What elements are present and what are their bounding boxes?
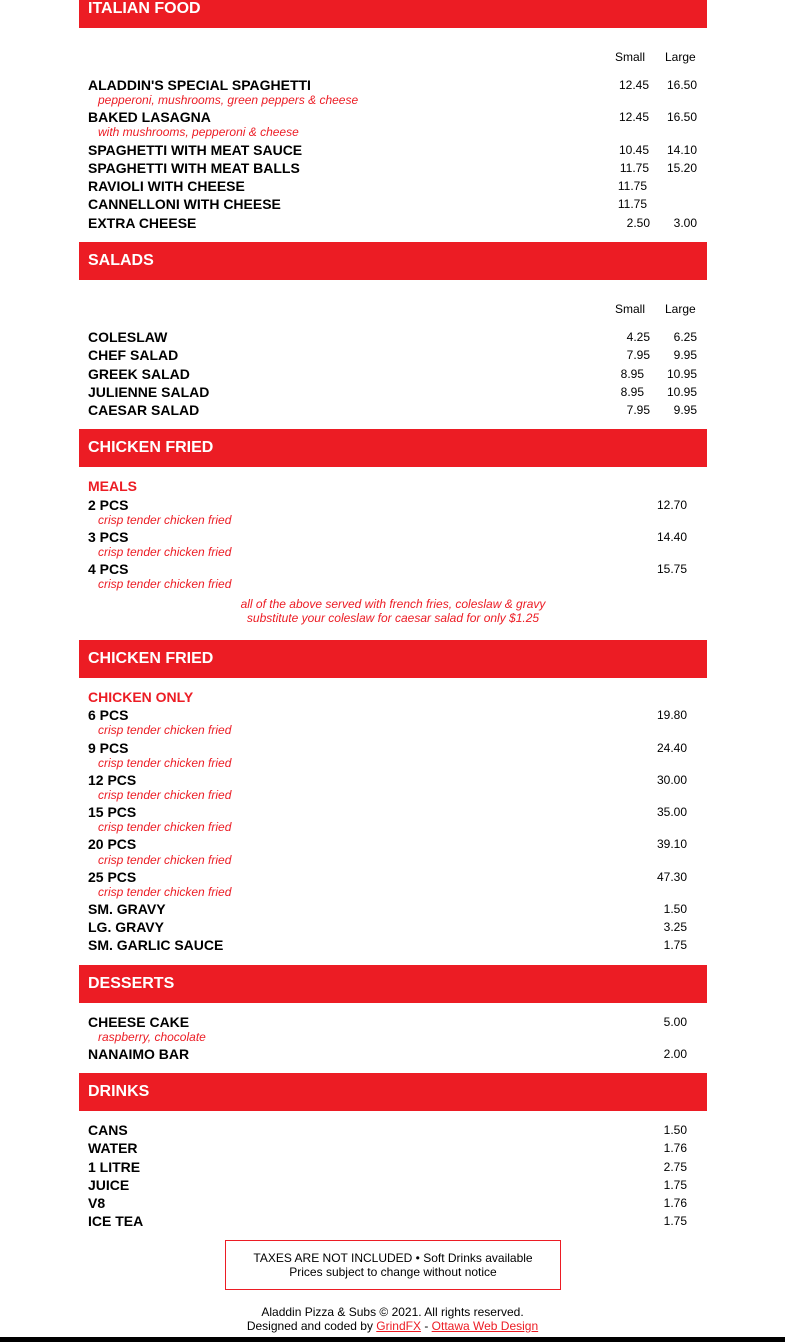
meals-substitute-note: substitute your coleslaw for caesar salad for only $1.25: [246, 611, 540, 625]
menu-item: [88, 496, 707, 527]
item-name: BAKED LASAGNA: [88, 109, 211, 125]
price: 1.75: [663, 938, 687, 952]
menu-item: [88, 1045, 707, 1063]
item-name: NANAIMO BAR: [88, 1046, 190, 1062]
price-large: 15.20: [666, 161, 697, 175]
price-large: 10.95: [666, 385, 697, 399]
price: 3.25: [663, 920, 687, 934]
menu-item: [88, 1194, 707, 1212]
col-small-label: Small: [615, 302, 646, 316]
price-small: 11.75: [619, 161, 649, 175]
menu-item: [88, 1176, 707, 1194]
section-title: SALADS: [88, 252, 154, 269]
item-name: 6 PCS: [88, 707, 129, 723]
price: 2.00: [663, 1047, 687, 1061]
price-large: 16.50: [666, 110, 697, 124]
item-name: 3 PCS: [88, 529, 129, 545]
credits-separator: -: [424, 1319, 429, 1333]
item-name: SM. GARLIC SAUCE: [88, 937, 224, 953]
italian-food-list: [79, 28, 707, 242]
item-name: V8: [88, 1195, 106, 1211]
price: 47.30: [656, 870, 687, 884]
item-desc: crisp tender chicken fried: [98, 545, 232, 559]
menu-item: [88, 1013, 707, 1044]
price: 1.76: [663, 1141, 687, 1155]
meals-note: all of the above served with french fries, coleslaw & gravy: [240, 597, 546, 611]
price: 35.00: [656, 805, 687, 819]
item-desc: crisp tender chicken fried: [98, 820, 232, 834]
item-name: COLESLAW: [88, 329, 168, 345]
menu-item: [88, 383, 707, 401]
grindfx-link[interactable]: GrindFX: [376, 1319, 421, 1333]
price: 1.76: [663, 1196, 687, 1210]
price-large: 14.10: [666, 143, 697, 157]
price-large: 16.50: [666, 78, 697, 92]
price-small: 11.75: [617, 197, 647, 211]
section-header-drinks: [79, 1073, 707, 1111]
price-change-notice: Prices subject to change without notice: [289, 1265, 497, 1279]
col-large-label: Large: [665, 50, 696, 64]
item-name: RAVIOLI WITH CHEESE: [88, 178, 245, 194]
desserts-list: [79, 1003, 707, 1073]
price-small: 2.50: [626, 216, 650, 230]
menu-item: [88, 108, 707, 139]
item-name: 4 PCS: [88, 561, 129, 577]
menu-item: [88, 76, 707, 107]
item-name: 1 LITRE: [88, 1159, 141, 1175]
item-desc: crisp tender chicken fried: [98, 756, 232, 770]
menu-item: [88, 1121, 707, 1139]
taxes-notice-box: [225, 1240, 561, 1290]
item-desc: pepperoni, mushrooms, green peppers & cheese: [98, 93, 359, 107]
item-name: ALADDIN'S SPECIAL SPAGHETTI: [88, 77, 311, 93]
item-name: SM. GRAVY: [88, 901, 166, 917]
menu-item: [88, 346, 707, 364]
subheading-chicken-only: CHICKEN ONLY: [88, 689, 194, 705]
item-name: CANS: [88, 1122, 128, 1138]
chicken-only-list: [79, 678, 707, 965]
price: 1.50: [663, 1123, 687, 1137]
price-small: 7.95: [626, 403, 650, 417]
price-small: 7.95: [626, 348, 650, 362]
price-small: 8.95: [620, 367, 644, 381]
price: 39.10: [656, 837, 687, 851]
price-large: 9.95: [673, 348, 697, 362]
price: 1.50: [663, 902, 687, 916]
item-name: 20 PCS: [88, 836, 137, 852]
menu-item: [88, 528, 707, 559]
section-title: DRINKS: [88, 1083, 150, 1100]
price: 1.75: [663, 1214, 687, 1228]
price-small: 4.25: [626, 330, 650, 344]
ottawa-web-design-link[interactable]: Ottawa Web Design: [431, 1319, 539, 1333]
menu-item: [88, 195, 707, 213]
menu-item: [88, 803, 707, 834]
price: 14.40: [656, 530, 687, 544]
item-name: 15 PCS: [88, 804, 137, 820]
menu-item: [88, 177, 707, 195]
menu-item: [88, 328, 707, 346]
designed-by-label: Designed and coded by: [246, 1319, 373, 1333]
price: 5.00: [663, 1015, 687, 1029]
menu-item: [88, 560, 707, 591]
price: 12.70: [656, 498, 687, 512]
item-name: 12 PCS: [88, 772, 137, 788]
item-desc: crisp tender chicken fried: [98, 853, 232, 867]
item-name: 25 PCS: [88, 869, 137, 885]
section-title: ITALIAN FOOD: [88, 0, 201, 17]
price: 1.75: [663, 1178, 687, 1192]
item-name: LG. GRAVY: [88, 919, 164, 935]
col-small-label: Small: [615, 50, 646, 64]
menu-item: [88, 900, 707, 918]
menu-item: [88, 159, 707, 177]
credits: [0, 1319, 785, 1333]
menu-item: [88, 918, 707, 936]
price: 15.75: [656, 562, 687, 576]
item-desc: crisp tender chicken fried: [98, 788, 232, 802]
menu-item: [88, 771, 707, 802]
section-header-chicken-fried-only: [79, 640, 707, 678]
price-large: 3.00: [673, 216, 697, 230]
salads-list: [79, 280, 707, 429]
section-title: CHICKEN FRIED: [88, 439, 214, 456]
price: 30.00: [656, 773, 687, 787]
menu-item: [88, 1158, 707, 1176]
section-header-desserts: [79, 965, 707, 1003]
bottom-bar: [0, 1337, 785, 1342]
item-name: JULIENNE SALAD: [88, 384, 210, 400]
menu-item: [88, 706, 707, 737]
section-header-salads: [79, 242, 707, 280]
item-desc: with mushrooms, pepperoni & cheese: [98, 125, 299, 139]
menu-item: [88, 214, 707, 232]
item-desc: crisp tender chicken fried: [98, 513, 232, 527]
col-large-label: Large: [665, 302, 696, 316]
item-desc: crisp tender chicken fried: [98, 885, 232, 899]
price-small: 12.45: [618, 110, 649, 124]
item-name: JUICE: [88, 1177, 130, 1193]
item-name: 9 PCS: [88, 740, 129, 756]
item-name: CANNELLONI WITH CHEESE: [88, 196, 281, 212]
section-title: CHICKEN FRIED: [88, 650, 214, 667]
menu-item: [88, 835, 707, 867]
section-title: DESSERTS: [88, 975, 175, 992]
price-small: 10.45: [618, 143, 649, 157]
price-large: 10.95: [666, 367, 697, 381]
item-name: EXTRA CHEESE: [88, 215, 197, 231]
section-header-chicken-fried-meals: [79, 429, 707, 467]
item-name: SPAGHETTI WITH MEAT BALLS: [88, 160, 300, 176]
price-small: 8.95: [620, 385, 644, 399]
price: 19.80: [656, 708, 687, 722]
menu-item: [88, 1212, 707, 1230]
item-name: CHEF SALAD: [88, 347, 179, 363]
item-name: WATER: [88, 1140, 138, 1156]
menu-item: [88, 1139, 707, 1157]
item-desc: crisp tender chicken fried: [98, 577, 232, 591]
menu-item: [88, 739, 707, 770]
item-name: CAESAR SALAD: [88, 402, 200, 418]
section-header-italian-food: [79, 0, 707, 28]
copyright: Aladdin Pizza & Subs © 2021. All rights reserved.: [261, 1305, 524, 1319]
menu-item: [88, 141, 707, 159]
item-name: CHEESE CAKE: [88, 1014, 190, 1030]
drinks-list: [79, 1111, 707, 1236]
price: 2.75: [663, 1160, 687, 1174]
subheading-meals: MEALS: [88, 478, 137, 494]
item-name: GREEK SALAD: [88, 366, 190, 382]
item-desc: raspberry, chocolate: [98, 1030, 206, 1044]
item-name: 2 PCS: [88, 497, 129, 513]
price-small: 11.75: [617, 179, 647, 193]
menu-item: [88, 401, 707, 419]
item-name: ICE TEA: [88, 1213, 144, 1229]
taxes-notice: TAXES ARE NOT INCLUDED • Soft Drinks available: [253, 1251, 533, 1265]
item-desc: crisp tender chicken fried: [98, 723, 232, 737]
menu-item: [88, 365, 707, 383]
price-large: 9.95: [673, 403, 697, 417]
price-small: 12.45: [618, 78, 649, 92]
chicken-meals-list: [79, 467, 707, 640]
menu-item: [88, 936, 707, 954]
menu-item: [88, 868, 707, 899]
price-large: 6.25: [673, 330, 697, 344]
item-name: SPAGHETTI WITH MEAT SAUCE: [88, 142, 303, 158]
price: 24.40: [656, 741, 687, 755]
